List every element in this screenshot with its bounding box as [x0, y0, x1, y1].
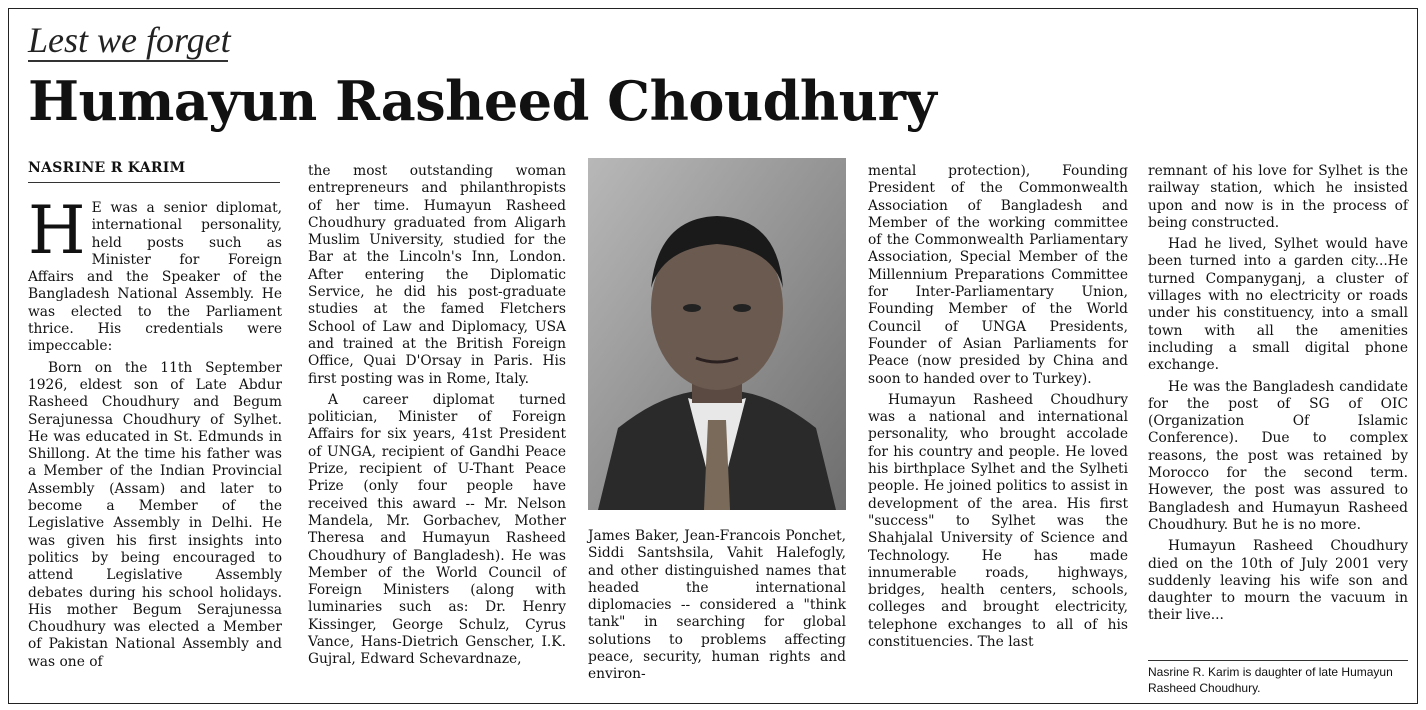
section-kicker: Lest we forget — [28, 20, 231, 60]
headline: Humayun Rasheed Choudhury — [28, 69, 937, 133]
column-3 — [588, 528, 846, 684]
paragraph: the most outstanding woman entrepreneurs and philanthropists of her time. Humayun Rasheed Choudhury graduated from Aligarh Muslim University, studied for the Bar at the Lincoln's Inn, London. After entering the Diplomatic Service, he did his post-graduate studies at the famed Fletchers School of Law and Diplomacy, USA and trained at the British Foreign Office, Quai D'Orsay in Paris. His first posting was in Rome, Italy. — [308, 163, 566, 387]
column-2 — [308, 163, 566, 669]
author-footnote: Nasrine R. Karim is daughter of late Humayun Rasheed Choudhury. — [1148, 665, 1393, 695]
paragraph: remnant of his love for Sylhet is the railway station, which he insisted upon and now is in the process of being constructed. — [1148, 163, 1408, 231]
portrait-illustration — [588, 158, 846, 510]
paragraph: Humayun Rasheed Choudhury was a national and international personality, who brought accolade for his country and people. He loved his birthplace Sylhet and the Sylheti people. He joined politics to assist in development of the area. His first "success" to Sylhet was the Shahjalal University of Science and Technology. He has made innumerable roads, highways, bridges, health centers, schools, colleges and brought electricity, telephone exchanges to all of his constituencies. The last — [868, 391, 1128, 651]
column-1 — [28, 192, 282, 671]
paragraph — [28, 192, 282, 356]
footnote-divider — [1148, 660, 1408, 661]
column-4 — [868, 163, 1128, 651]
paragraph: mental protection), Founding President of the Commonwealth Association of Bangladesh and Member of the working committee of the Commonwealth Parliamentary Association, Special Member of the Millennium Preparations Committee for Inter-Parliamentary Union, Founding Member of the World Council of UNGA Presidents, Founder of Asian Parliaments for Peace (now presided by China and soon to handed over to Turkey). — [868, 163, 1128, 387]
kicker-underline — [28, 60, 228, 62]
byline: NASRINE R KARIM — [28, 160, 186, 176]
paragraph: Had he lived, Sylhet would have been turned into a garden city...He turned Companyganj, a cluster of villages with no electricity or roads under his constituency, into a small town with all the amenities including a small digital phone exchange. — [1148, 236, 1408, 374]
byline-divider — [28, 182, 280, 183]
paragraph: James Baker, Jean-Francois Ponchet, Siddi Santshsila, Vahit Halefogly, and other distinguished names that headed the international diplomacies -- considered a "think tank" in searching for global solutions to problems affecting peace, security, human rights and environ- — [588, 528, 846, 683]
paragraph: A career diplomat turned politician, Minister of Foreign Affairs for six years, 41st President of UNGA, recipient of Gandhi Peace Prize, recipient of U-Thant Peace Prize (only four people have received this award -- Mr. Nelson Mandela, Mr. Gorbachev, Mother Theresa and Humayun Rasheed Choudhury of Bangladesh). He was Member of the World Council of Foreign Ministers (along with luminaries such as: Dr. Henry Kissinger, George Schulz, Cyrus Vance, Hans-Dietrich Genscher, I.K. Gujral, Edward Schevardnaze, — [308, 391, 566, 668]
paragraph-text: E was a senior diplomat, international personality, held posts such as Minister for Foreign Affairs and the Speaker of the Bangladesh National Assembly. He was elected to the Parliament thrice. His credentials were impeccable: — [28, 200, 282, 355]
paragraph: Born on the 11th September 1926, eldest son of Late Abdur Rasheed Choudhury and Begum Serajunessa Choudhury of Sylhet. He was educated in St. Edmunds in Shillong. At the time his father was a Member of the Indian Provincial Assembly (Assam) and later to become a Member of the Legislative Assembly in Delhi. He was given his first insights into politics by being encouraged to attend Legislative Assembly debates during his school holidays. His mother Begum Serajunessa Choudhury was elected a Member of Pakistan National Assembly and was one of — [28, 359, 282, 670]
paragraph: Humayun Rasheed Choudhury died on the 10th of July 2001 very suddenly leaving his wife son and daughter to mourn the vacuum in their live... — [1148, 538, 1408, 624]
column-5 — [1148, 163, 1408, 625]
drop-cap: H — [28, 192, 86, 269]
paragraph: He was the Bangladesh candidate for the post of SG of OIC (Organization Of Islamic Conference). Due to complex reasons, the post was retained by Morocco for the second term. However, the post was assured to Bangladesh and Humayun Rasheed Choudhury. But he is no more. — [1148, 378, 1408, 533]
portrait-photo — [588, 158, 846, 510]
